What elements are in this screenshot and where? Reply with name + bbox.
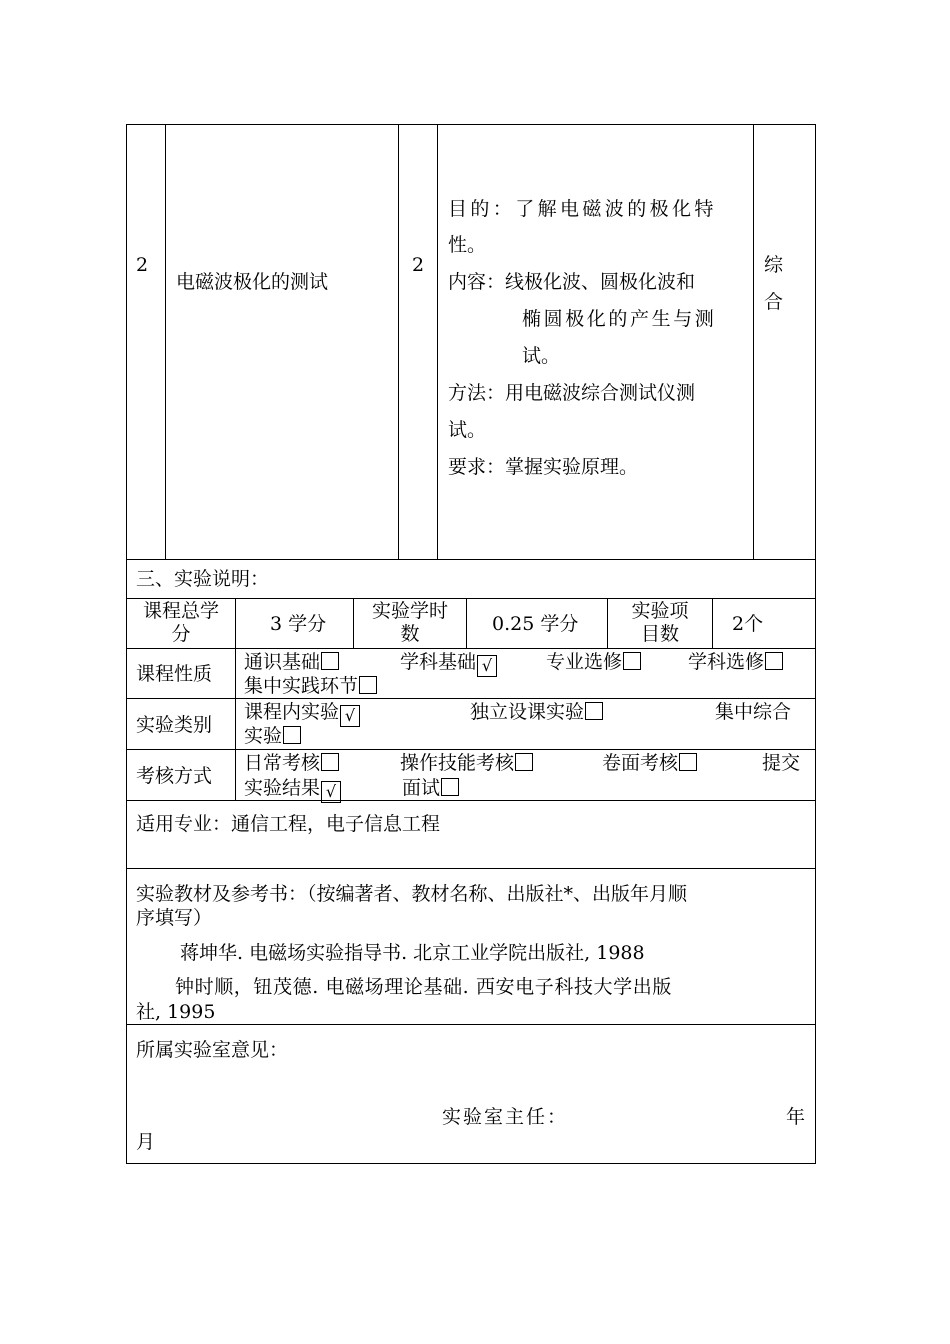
exp-items-value: 2个 bbox=[732, 613, 764, 635]
experiment-type-1: 综 bbox=[764, 254, 784, 276]
assess-opt-skill-label: 操作技能考核 bbox=[400, 752, 515, 774]
col-sep bbox=[235, 598, 236, 648]
nature-opt-general[interactable] bbox=[244, 650, 339, 674]
checkbox-empty[interactable] bbox=[679, 753, 697, 771]
checkbox-empty[interactable] bbox=[321, 753, 339, 771]
col-sep bbox=[466, 598, 467, 648]
assess-opt-written[interactable] bbox=[602, 751, 697, 775]
assess-opt-written-label: 卷面考核 bbox=[602, 752, 679, 774]
col-sep bbox=[398, 124, 399, 559]
experiment-name: 电磁波极化的测试 bbox=[176, 271, 329, 293]
category-opt-comprehensive[interactable] bbox=[244, 724, 301, 748]
row-sep bbox=[126, 800, 816, 801]
category-opt-comprehensive-a: 集中综合 bbox=[715, 701, 792, 723]
exp-hours-label-line2: 数 bbox=[400, 623, 420, 645]
row-sep bbox=[126, 648, 816, 649]
col-sep bbox=[712, 598, 713, 648]
books-heading: 实验教材及参考书：（按编著者、教材名称、出版社*、出版年月顺 bbox=[136, 883, 688, 905]
assess-opt-submit[interactable] bbox=[244, 776, 341, 803]
checkbox-checked[interactable]: √ bbox=[477, 655, 497, 677]
col-sep bbox=[165, 124, 166, 559]
exp-hours-value: 0.25 学分 bbox=[492, 613, 579, 635]
nature-opt-general-label: 通识基础 bbox=[244, 651, 321, 673]
category-opt-in-course-label: 课程内实验 bbox=[244, 701, 340, 723]
row-sep bbox=[126, 868, 816, 869]
assess-label: 考核方式 bbox=[136, 765, 213, 787]
exp-items-label-line1: 实验项 bbox=[631, 600, 689, 622]
section-heading: 三、实验说明： bbox=[136, 568, 270, 590]
nature-opt-practice[interactable] bbox=[244, 674, 377, 698]
nature-opt-discipline-label: 学科基础 bbox=[400, 651, 477, 673]
checkbox-checked[interactable]: √ bbox=[321, 781, 341, 803]
checkbox-empty[interactable] bbox=[441, 778, 459, 796]
total-credits-label bbox=[127, 600, 235, 646]
assess-opt-interview[interactable] bbox=[402, 776, 459, 800]
total-credits-value: 3 学分 bbox=[270, 613, 327, 635]
total-credits-label-line2: 分 bbox=[171, 623, 191, 645]
category-opt-comprehensive-label: 实验 bbox=[244, 725, 283, 747]
experiment-type-2: 合 bbox=[764, 291, 784, 313]
checkbox-empty[interactable] bbox=[765, 652, 783, 670]
exp-hours-label bbox=[354, 600, 466, 646]
nature-opt-discipline-elective-label: 学科选修 bbox=[688, 651, 765, 673]
experiment-content: 内容：线极化波、圆极化波和 bbox=[448, 271, 696, 293]
experiment-content-cont: 椭圆极化的产生与测 bbox=[522, 308, 717, 330]
lab-director-label: 实验室主任： bbox=[442, 1106, 569, 1128]
category-label: 实验类别 bbox=[136, 714, 213, 736]
assess-opt-daily[interactable] bbox=[244, 751, 339, 775]
nature-opt-major-elective-label: 专业选修 bbox=[546, 651, 623, 673]
table-border-right bbox=[815, 124, 816, 1164]
experiment-hours: 2 bbox=[412, 254, 425, 276]
exp-items-label bbox=[608, 600, 712, 646]
nature-opt-practice-label: 集中实践环节 bbox=[244, 675, 359, 697]
row-sep bbox=[126, 1024, 816, 1025]
signature-year: 年 bbox=[786, 1106, 806, 1128]
category-opt-independent-label: 独立设课实验 bbox=[470, 701, 585, 723]
book-1: 蒋坤华. 电磁场实验指导书. 北京工业学院出版社, 1988 bbox=[180, 942, 645, 964]
total-credits-label-line1: 课程总学 bbox=[142, 600, 219, 622]
applicable-majors: 适用专业：通信工程，电子信息工程 bbox=[136, 813, 441, 835]
experiment-method-cont: 试。 bbox=[448, 419, 487, 441]
col-sep bbox=[437, 124, 438, 559]
category-opt-in-course[interactable] bbox=[244, 700, 360, 727]
checkbox-empty[interactable] bbox=[283, 726, 301, 744]
row-sep bbox=[126, 559, 816, 560]
checkbox-empty[interactable] bbox=[623, 652, 641, 670]
signature-month: 月 bbox=[136, 1131, 156, 1153]
nature-opt-discipline-elective[interactable] bbox=[688, 650, 783, 674]
books-heading-cont: 序填写） bbox=[136, 907, 213, 929]
nature-opt-discipline[interactable] bbox=[400, 650, 497, 677]
lab-opinion-label: 所属实验室意见： bbox=[136, 1039, 289, 1061]
row-sep bbox=[126, 698, 816, 699]
assess-opt-submit-a: 提交 bbox=[762, 752, 801, 774]
checkbox-checked[interactable]: √ bbox=[340, 705, 360, 727]
assess-opt-submit-label: 实验结果 bbox=[244, 777, 321, 799]
checkbox-empty[interactable] bbox=[515, 753, 533, 771]
experiment-number: 2 bbox=[136, 254, 149, 276]
experiment-content-cont2: 试。 bbox=[522, 345, 561, 367]
experiment-goal: 目的：了解电磁波的极化特 bbox=[448, 198, 717, 220]
book-2: 钟时顺，钮茂德. 电磁场理论基础. 西安电子科技大学出版 bbox=[175, 976, 672, 998]
category-opt-independent[interactable] bbox=[470, 700, 603, 724]
experiment-requirement: 要求：掌握实验原理。 bbox=[448, 456, 639, 478]
col-sep bbox=[753, 124, 754, 559]
nature-opt-major-elective[interactable] bbox=[546, 650, 641, 674]
experiment-goal-cont: 性。 bbox=[448, 234, 487, 256]
assess-opt-daily-label: 日常考核 bbox=[244, 752, 321, 774]
book-2-cont: 社, 1995 bbox=[136, 1001, 216, 1023]
checkbox-empty[interactable] bbox=[585, 702, 603, 720]
checkbox-empty[interactable] bbox=[321, 652, 339, 670]
exp-hours-label-line1: 实验学时 bbox=[371, 600, 448, 622]
exp-items-label-line2: 目数 bbox=[640, 623, 679, 645]
assess-opt-skill[interactable] bbox=[400, 751, 533, 775]
col-sep bbox=[235, 648, 236, 800]
nature-label: 课程性质 bbox=[136, 663, 213, 685]
row-sep bbox=[126, 749, 816, 750]
table-border-bottom bbox=[126, 1163, 816, 1164]
experiment-method: 方法：用电磁波综合测试仪测 bbox=[448, 382, 696, 404]
table-border-top bbox=[126, 124, 816, 125]
checkbox-empty[interactable] bbox=[359, 676, 377, 694]
assess-opt-interview-label: 面试 bbox=[402, 777, 441, 799]
